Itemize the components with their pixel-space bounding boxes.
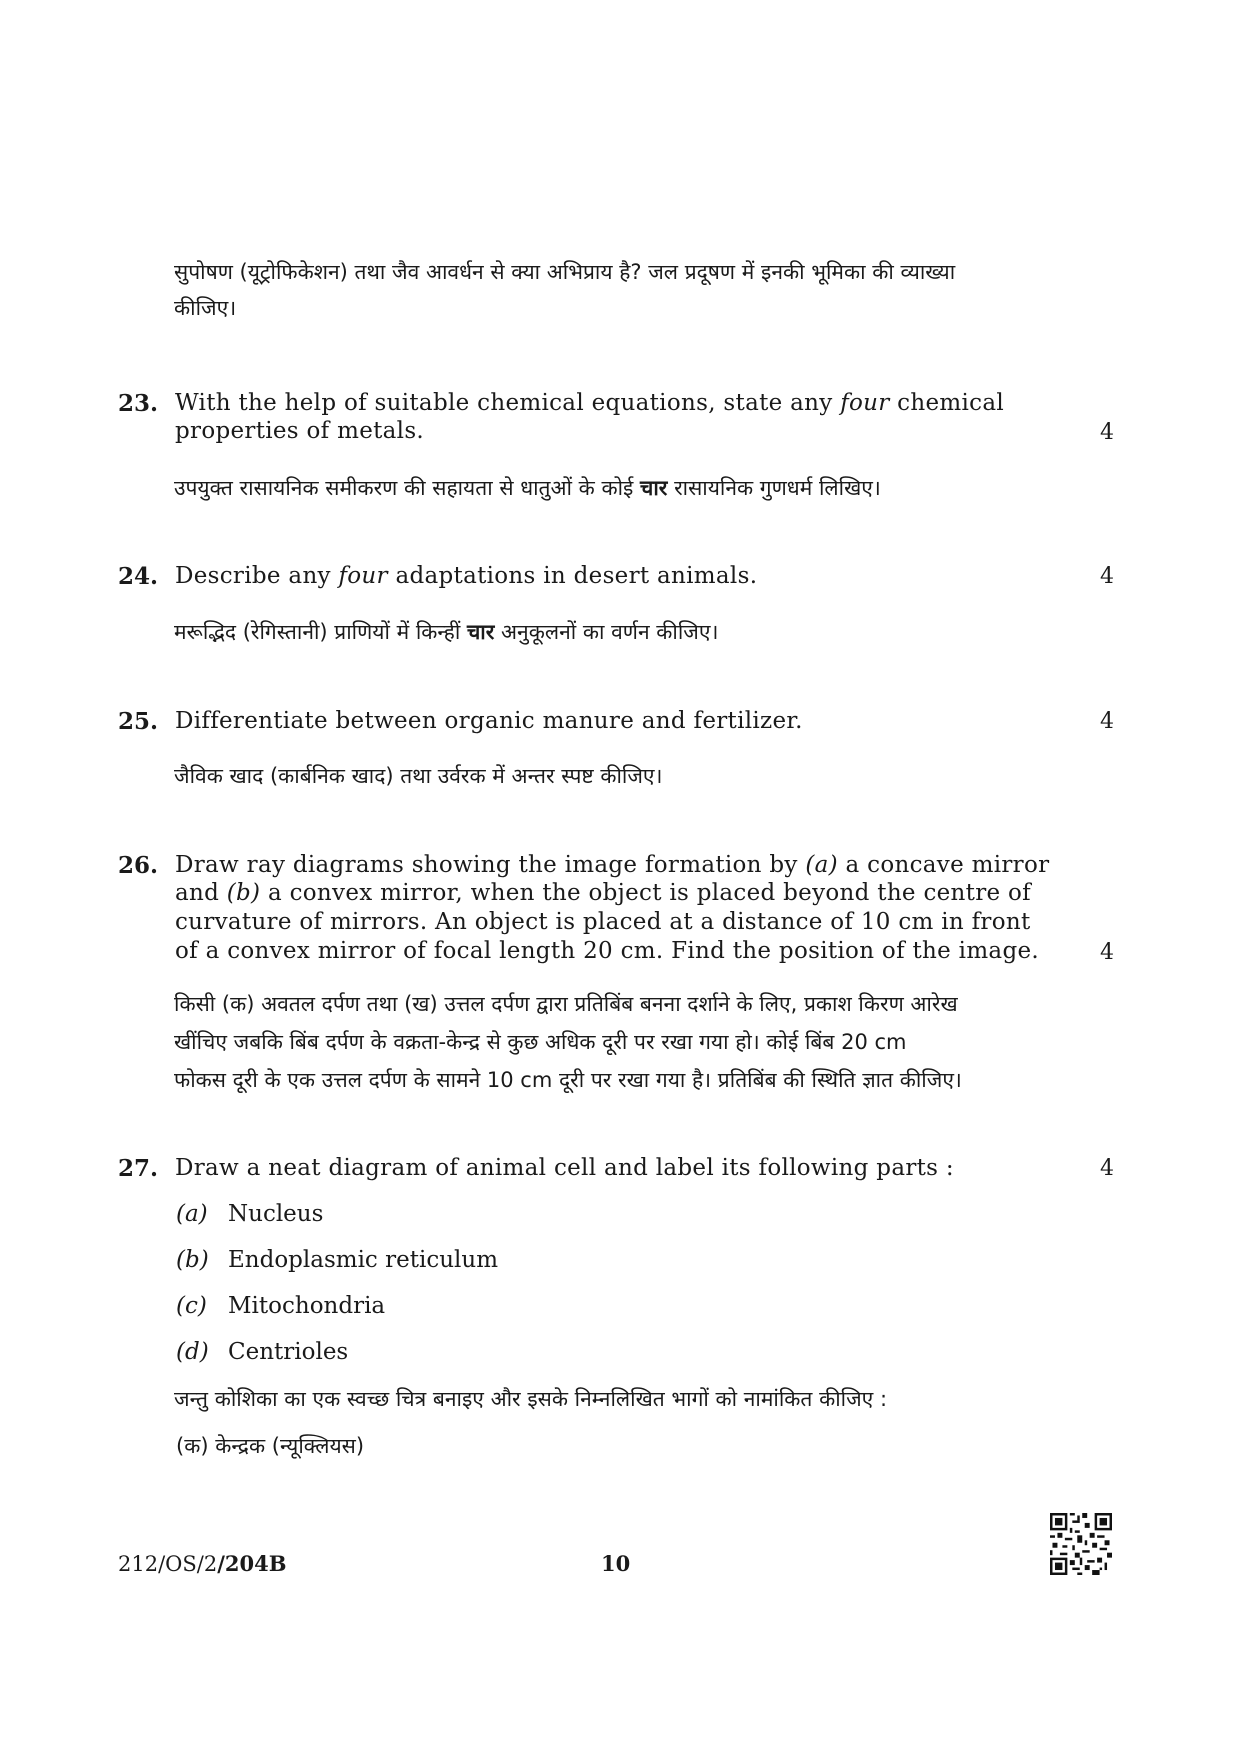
option-label: (c)	[176, 1293, 207, 1319]
option-text-mitochondria: Mitochondria	[228, 1293, 386, 1319]
question-27-number: 27.	[118, 1155, 159, 1182]
question-26-text-line-1: Draw ray diagrams showing the image formation by (a) a concave mirror	[175, 852, 1050, 878]
option-text-nucleus: Nucleus	[228, 1201, 324, 1227]
question-25-number: 25.	[118, 708, 159, 735]
paper-code: 212/OS/2/204B	[118, 1551, 287, 1576]
question-26-hindi-line-1: किसी (क) अवतल दर्पण तथा (ख) उत्तल दर्पण द्वारा प्रतिबिंब बनना दर्शाने के लिए, प्रकाश किरण आरेख	[174, 992, 958, 1016]
option-label: (a)	[176, 1201, 208, 1227]
question-27-text: Draw a neat diagram of animal cell and label its following parts :	[175, 1155, 954, 1181]
question-24-hindi: मरूद्भिद (रेगिस्तानी) प्राणियों में किन्हीं चार अनुकूलनों का वर्णन कीजिए।	[174, 620, 719, 644]
question-25-text: Differentiate between organic manure and fertilizer.	[175, 708, 803, 734]
question-23-text-line-2: properties of metals.	[175, 418, 425, 444]
question-27-hindi-option: (क) केन्द्रक (न्यूक्लियस)	[176, 1434, 365, 1458]
qr-code-icon	[1050, 1513, 1112, 1580]
option-label: (b)	[176, 1247, 209, 1273]
option-label: (d)	[176, 1339, 209, 1365]
question-26-text-line-4: of a convex mirror of focal length 20 cm. Find the position of the image.	[175, 938, 1039, 964]
question-27-hindi: जन्तु कोशिका का एक स्वच्छ चित्र बनाइए और इसके निम्नलिखित भागों को नामांकित कीजिए :	[174, 1387, 888, 1411]
question-26-hindi-line-2: खींचिए जबकि बिंब दर्पण के वक्रता-केन्द्र से कुछ अधिक दूरी पर रखा गया हो। कोई बिंब 20 cm	[174, 1030, 907, 1054]
question-27-marks: 4	[1100, 1156, 1114, 1181]
question-23-hindi: उपयुक्त रासायनिक समीकरण की सहायता से धातुओं के कोई चार रासायनिक गुणधर्म लिखिए।	[174, 476, 881, 500]
option-text-centrioles: Centrioles	[228, 1339, 349, 1365]
question-26-text-line-3: curvature of mirrors. An object is placed at a distance of 10 cm in front	[175, 909, 1031, 935]
question-26-hindi-line-3: फोकस दूरी के एक उत्तल दर्पण के सामने 10 cm दूरी पर रखा गया है। प्रतिबिंब की स्थिति ज्ञात कीजिए।	[174, 1068, 962, 1092]
question-26-marks: 4	[1100, 940, 1114, 965]
question-23-text-line-1: With the help of suitable chemical equations, state any four chemical	[175, 390, 1004, 416]
question-24-marks: 4	[1100, 564, 1114, 589]
continuation-line-1: सुपोषण (यूट्रोफिकेशन) तथा जैव आवर्धन से क्या अभिप्राय है? जल प्रदूषण में इनकी भूमिका की व्याख्या	[174, 260, 956, 284]
question-24-text: Describe any four adaptations in desert animals.	[175, 563, 758, 589]
question-26-text-line-2: and (b) a convex mirror, when the object is placed beyond the centre of	[175, 880, 1031, 906]
question-25-marks: 4	[1100, 709, 1114, 734]
question-24-number: 24.	[118, 563, 159, 590]
question-26-number: 26.	[118, 852, 159, 879]
question-23-marks: 4	[1100, 420, 1114, 445]
continuation-line-2: कीजिए।	[174, 296, 237, 320]
question-23-number: 23.	[118, 390, 159, 417]
page-number: 10	[601, 1551, 631, 1576]
question-25-hindi: जैविक खाद (कार्बनिक खाद) तथा उर्वरक में अन्तर स्पष्ट कीजिए।	[174, 764, 663, 788]
option-text-endoplasmic-reticulum: Endoplasmic reticulum	[228, 1247, 499, 1273]
